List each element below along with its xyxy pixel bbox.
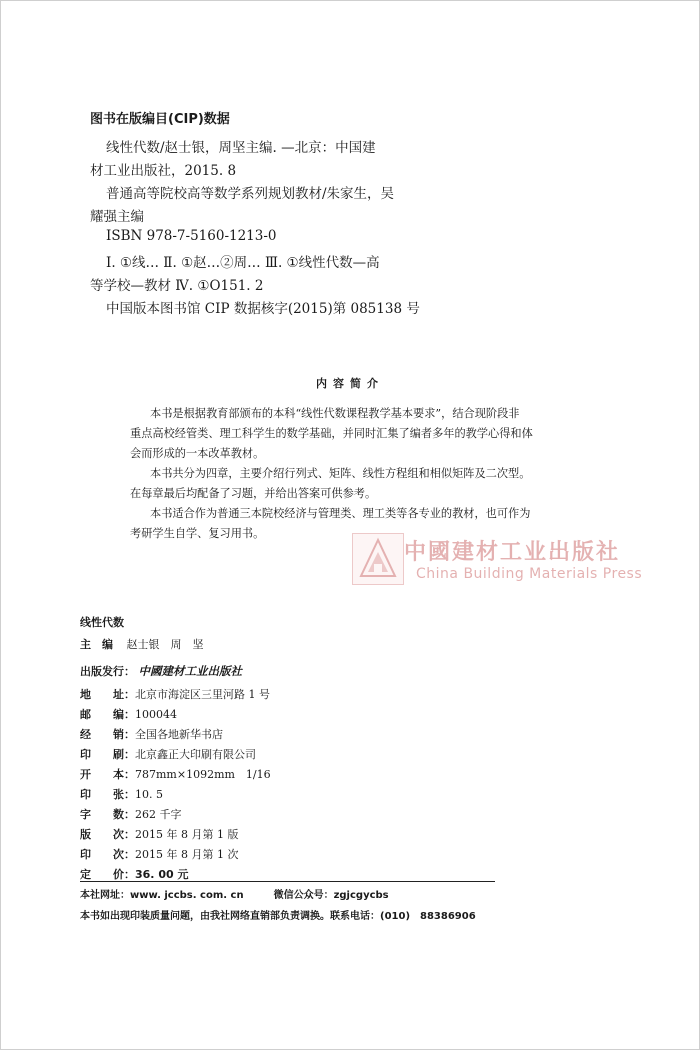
info-value: 100044 [135, 708, 177, 721]
info-value: 2015 年 8 月第 1 版 [135, 828, 239, 841]
cip-line: 等学校—教材 Ⅳ. ①O151. 2 [90, 278, 264, 294]
info-label: 印 刷： [80, 748, 135, 761]
cip-number: 中国版本图书馆 CIP 数据核字(2015)第 085138 号 [106, 301, 420, 317]
book-title: 线性代数 [80, 616, 124, 629]
cip-line: 耀强主编 [90, 209, 144, 225]
summary-line: 本书是根据教育部颁布的本科“线性代数课程教学基本要求”，结合现阶段非 [150, 407, 520, 420]
info-label: 经 销： [80, 728, 135, 741]
info-label: 邮 编： [80, 708, 135, 721]
divider [80, 881, 495, 882]
summary-line: 本书适合作为普通三本院校经济与管理类、理工类等各专业的教材，也可作为 [150, 507, 531, 520]
publisher-row [80, 663, 242, 679]
info-value: 10. 5 [135, 788, 163, 801]
info-label: 字 数： [80, 808, 135, 821]
summary-line: 本书共分为四章，主要介绍行列式、矩阵、线性方程组和相似矩阵及二次型。 [150, 467, 531, 480]
info-value: 787mm×1092mm 1/16 [135, 768, 271, 781]
watermark-en: China Building Materials Press [416, 566, 643, 582]
info-value: 北京鑫正大印刷有限公司 [135, 748, 256, 761]
publisher-website: 本社网址：www. jccbs. com. cn 微信公众号：zgjcgycbs [80, 890, 389, 901]
info-value: 2015 年 8 月第 1 次 [135, 848, 239, 861]
cip-line: Ⅰ. ①线… Ⅱ. ①赵…②周… Ⅲ. ①线性代数—高 [106, 255, 380, 271]
price-label: 定 价： [80, 868, 135, 881]
cip-line: 材工业出版社，2015. 8 [90, 163, 237, 179]
watermark-cn: 中國建材工业出版社 [404, 539, 621, 565]
summary-line: 考研学生自学、复习用书。 [130, 527, 265, 540]
info-row [80, 746, 256, 762]
info-row [80, 686, 270, 702]
cip-isbn: ISBN 978-7-5160-1213-0 [106, 228, 277, 244]
summary-line: 在每章最后均配备了习题，并给出答案可供参考。 [130, 487, 377, 500]
info-row [80, 826, 238, 842]
info-label: 版 次： [80, 828, 135, 841]
info-label: 地 址： [80, 688, 135, 701]
quality-notice: 本书如出现印装质量问题，由我社网络直销部负责调换。联系电话：(010) 88386906 [80, 911, 476, 922]
cip-line: 线性代数/赵士银，周坚主编. —北京：中国建 [106, 140, 376, 156]
publisher-logo-icon [352, 533, 404, 585]
editors-row [80, 636, 204, 652]
info-row [80, 786, 163, 802]
price-row [80, 866, 188, 882]
publisher-label: 出版发行： [80, 665, 135, 678]
info-row [80, 846, 238, 862]
summary-line: 重点高校经管类、理工科学生的数学基础，并同时汇集了编者多年的教学心得和体 [130, 427, 533, 440]
info-label: 开 本： [80, 768, 135, 781]
summary-heading: 内容简介 [316, 377, 384, 390]
info-value: 262 千字 [135, 808, 182, 821]
info-row [80, 706, 177, 722]
info-value: 北京市海淀区三里河路 1 号 [135, 688, 270, 701]
publisher-value: 中國建材工业出版社 [138, 664, 242, 678]
info-row [80, 766, 271, 782]
info-value: 全国各地新华书店 [135, 728, 223, 741]
cip-line: 普通高等院校高等数学系列规划教材/朱家生，吴 [106, 186, 395, 202]
price-value: 36. 00 元 [135, 868, 189, 881]
publisher-watermark [352, 533, 643, 589]
editors-label: 主 编 [80, 638, 113, 651]
info-label: 印 张： [80, 788, 135, 801]
summary-line: 会而形成的一本改革教材。 [130, 447, 265, 460]
info-row [80, 726, 223, 742]
info-label: 印 次： [80, 848, 135, 861]
editors-value: 赵士银 周 坚 [126, 638, 204, 651]
cip-heading: 图书在版编目(CIP)数据 [90, 112, 230, 127]
info-row [80, 806, 182, 822]
